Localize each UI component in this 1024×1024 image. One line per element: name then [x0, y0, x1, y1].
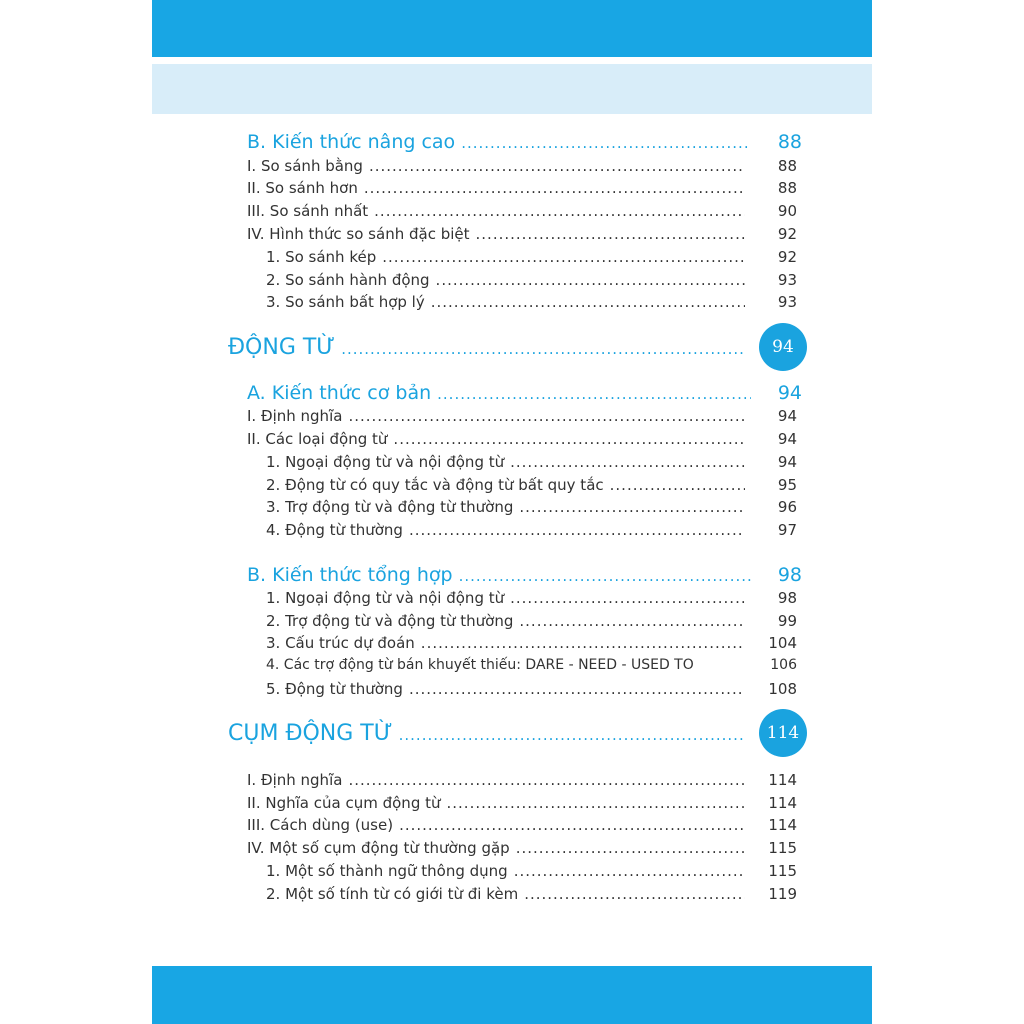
header-light-band — [152, 64, 872, 114]
toc-page-number: 99 — [777, 612, 797, 630]
leader-dots — [431, 293, 745, 311]
leader-dots — [514, 862, 745, 880]
toc-entry-label: 3. So sánh bất hợp lý — [266, 293, 425, 311]
toc-page-number: 114 — [768, 771, 797, 789]
leader-dots — [519, 498, 745, 516]
toc-entry-label: 2. Trợ động từ và động từ thường — [266, 612, 514, 630]
toc-entry-label: 3. Cấu trúc dự đoán — [266, 634, 415, 652]
leader-dots — [409, 521, 745, 539]
leader-dots — [610, 476, 745, 494]
leader-dots — [436, 271, 745, 289]
leader-dots — [399, 816, 745, 834]
book-page — [152, 0, 872, 1024]
toc-section-label: A. Kiến thức cơ bản — [247, 382, 432, 404]
toc-entry-label: II. Nghĩa của cụm động từ — [247, 794, 441, 812]
toc-entry[interactable] — [247, 816, 797, 834]
leader-dots — [393, 430, 745, 448]
toc-entry-label: 3. Trợ động từ và động từ thường — [266, 498, 514, 516]
toc-entry[interactable] — [266, 885, 797, 903]
toc-section-heading[interactable] — [247, 564, 802, 586]
leader-dots — [510, 589, 745, 607]
toc-section-heading[interactable] — [247, 131, 802, 153]
toc-section-label: B. Kiến thức tổng hợp — [247, 564, 453, 586]
leader-dots — [374, 202, 745, 220]
toc-entry-label: I. Định nghĩa — [247, 407, 343, 425]
toc-entry-label: 2. Một số tính từ có giới từ đi kèm — [266, 885, 519, 903]
leader-dots — [510, 453, 745, 471]
leader-dots — [519, 612, 745, 630]
toc-page-number: 95 — [777, 476, 797, 494]
toc-page-number: 94 — [777, 407, 797, 425]
toc-entry-label: 2. Động từ có quy tắc và động từ bất quy tắc — [266, 476, 604, 494]
toc-entry-label: II. So sánh hơn — [247, 179, 358, 197]
toc-entry[interactable] — [266, 680, 797, 698]
toc-page-number: 92 — [777, 248, 797, 266]
toc-entry[interactable] — [247, 157, 797, 175]
toc-chapter-label: ĐỘNG TỪ — [228, 335, 336, 360]
toc-entry-label: 4. Động từ thường — [266, 521, 403, 539]
leader-dots — [399, 726, 744, 744]
toc-entry[interactable] — [247, 771, 797, 789]
leader-dots — [447, 794, 746, 812]
leader-dots — [421, 634, 745, 652]
toc-entry-label: II. Các loại động từ — [247, 430, 388, 448]
toc-entry-label: III. So sánh nhất — [247, 202, 369, 220]
leader-dots — [409, 680, 745, 698]
leader-dots — [382, 248, 745, 266]
toc-page-number: 114 — [768, 794, 797, 812]
toc-entry-label: 2. So sánh hành động — [266, 271, 430, 289]
toc-entry-label: III. Cách dùng (use) — [247, 816, 394, 834]
toc-page-number: 114 — [768, 816, 797, 834]
toc-page-number: 98 — [777, 589, 797, 607]
toc-chapter-label: CỤM ĐỘNG TỪ — [228, 721, 393, 746]
toc-entry[interactable] — [247, 794, 797, 812]
header-band — [152, 0, 872, 57]
leader-dots — [461, 134, 751, 152]
leader-dots — [516, 839, 745, 857]
toc-entry-label: 4. Các trợ động từ bán khuyết thiếu: DARE - NEED - USED TO — [266, 657, 694, 673]
toc-page-number: 115 — [768, 839, 797, 857]
toc-entry-label: IV. Hình thức so sánh đặc biệt — [247, 225, 470, 243]
leader-dots — [364, 179, 745, 197]
toc-entry[interactable] — [266, 248, 797, 266]
toc-entry[interactable] — [266, 453, 797, 471]
toc-entry[interactable] — [266, 862, 797, 880]
leader-dots — [476, 225, 745, 243]
leader-dots — [348, 771, 745, 789]
toc-entry[interactable] — [266, 498, 797, 516]
toc-page-number: 98 — [777, 564, 802, 586]
toc-entry[interactable] — [247, 225, 797, 243]
toc-entry[interactable] — [266, 521, 797, 539]
toc-chapter-heading[interactable] — [228, 721, 750, 746]
chapter-page-badge: 94 — [759, 323, 807, 371]
toc-page-number: 106 — [770, 657, 797, 673]
toc-page-number: 97 — [777, 521, 797, 539]
toc-entry-label: I. Định nghĩa — [247, 771, 343, 789]
toc-entry[interactable] — [266, 271, 797, 289]
leader-dots — [437, 385, 751, 403]
toc-entry-label: I. So sánh bằng — [247, 157, 363, 175]
toc-entry[interactable] — [247, 430, 797, 448]
leader-dots — [341, 340, 744, 358]
toc-entry-label: 1. Một số thành ngữ thông dụng — [266, 862, 508, 880]
toc-section-heading[interactable] — [247, 382, 802, 404]
toc-entry[interactable] — [266, 293, 797, 311]
toc-entry[interactable] — [266, 589, 797, 607]
toc-page-number: 88 — [777, 131, 802, 153]
toc-page-number: 119 — [768, 885, 797, 903]
toc-entry[interactable] — [247, 179, 797, 197]
toc-entry[interactable] — [266, 634, 797, 652]
toc-page-number: 94 — [777, 430, 797, 448]
toc-page-number: 94 — [777, 453, 797, 471]
toc-entry[interactable] — [266, 476, 797, 494]
toc-entry-label: 1. Ngoại động từ và nội động từ — [266, 589, 505, 607]
toc-page-number: 90 — [777, 202, 797, 220]
toc-entry[interactable] — [247, 202, 797, 220]
toc-section-label: B. Kiến thức nâng cao — [247, 131, 456, 153]
toc-entry-label: 5. Động từ thường — [266, 680, 403, 698]
toc-page-number: 104 — [768, 634, 797, 652]
toc-page-number: 88 — [777, 179, 797, 197]
toc-page-number: 92 — [777, 225, 797, 243]
toc-page-number: 88 — [777, 157, 797, 175]
toc-page-number: 94 — [777, 382, 802, 404]
toc-entry[interactable] — [266, 657, 797, 673]
toc-entry[interactable] — [247, 407, 797, 425]
toc-entry-label: 1. So sánh kép — [266, 248, 377, 266]
toc-page-number: 115 — [768, 862, 797, 880]
toc-page-number: 93 — [777, 293, 797, 311]
footer-band — [152, 966, 872, 1024]
toc-entry-label: IV. Một số cụm động từ thường gặp — [247, 839, 510, 857]
toc-page-number: 108 — [768, 680, 797, 698]
toc-entry-label: 1. Ngoại động từ và nội động từ — [266, 453, 505, 471]
leader-dots — [459, 567, 751, 585]
leader-dots — [524, 885, 745, 903]
leader-dots — [348, 407, 745, 425]
chapter-page-badge: 114 — [759, 709, 807, 757]
toc-page-number: 96 — [777, 498, 797, 516]
toc-entry[interactable] — [266, 612, 797, 630]
toc-chapter-heading[interactable] — [228, 335, 750, 360]
toc-page-number: 93 — [777, 271, 797, 289]
toc-entry[interactable] — [247, 839, 797, 857]
leader-dots — [369, 157, 745, 175]
